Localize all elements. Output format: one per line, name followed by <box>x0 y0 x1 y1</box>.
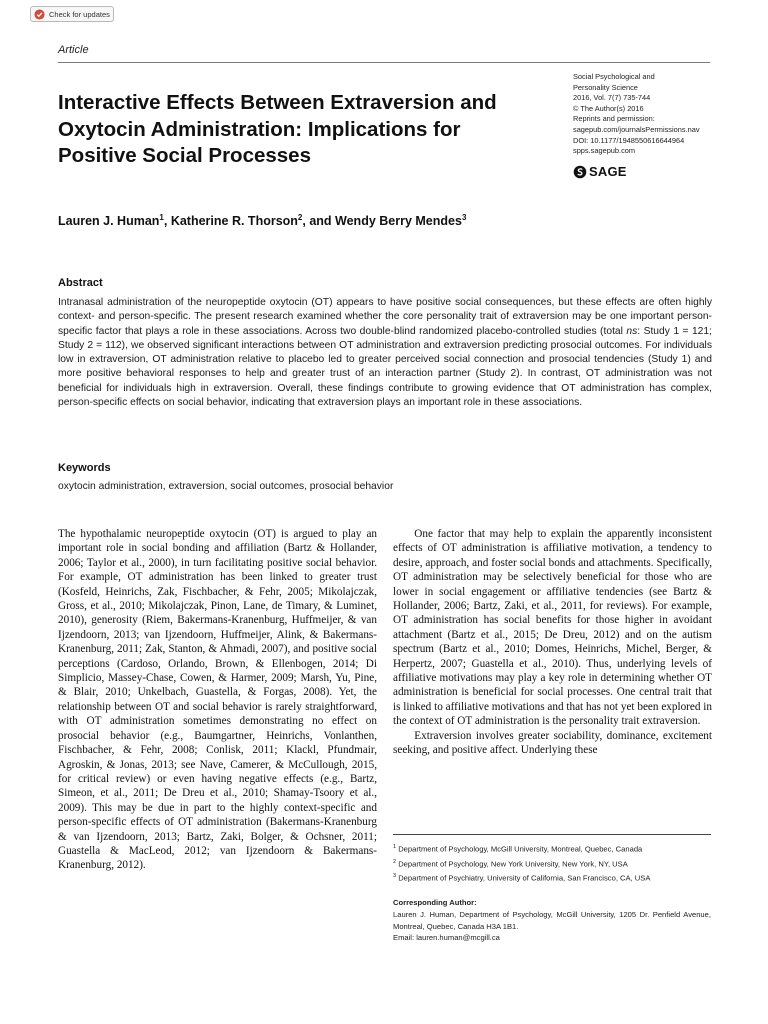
author-name: Katherine R. Thorson <box>170 214 298 229</box>
body-paragraph: Extraversion involves greater sociability, dominance, excitement seeking, and positive affect. Underlying these <box>393 729 712 757</box>
body-column-left <box>58 527 377 873</box>
keywords-list: oxytocin administration, extraversion, social outcomes, prosocial behavior <box>58 481 394 492</box>
journal-info-line: © The Author(s) 2016 <box>573 103 644 113</box>
publisher-logo <box>573 164 627 179</box>
author-separator: , <box>163 214 171 229</box>
corresponding-author-address: Lauren J. Human, Department of Psychology, McGill University, 1205 Dr. Penfield Avenue, Montreal, Quebec, Canada H3A 1B1. <box>393 909 711 931</box>
author-affiliation-marker: 1 <box>159 213 164 222</box>
article-title: Interactive Effects Between Extraversion and Oxytocin Administration: Implications for Positive Social Processes <box>58 91 497 167</box>
affiliation-line: $^3$ Department of Psychiatry, University of California, San Francisco, CA, USA <box>393 873 651 883</box>
abstract-text: Intranasal administration of the neuropeptide oxytocin (OT) appears to have positive social consequences, but these effects are often highly context- and person-specific. The present research examined whether the core personality trait of extraversion may be one important person-specific factor that plays a role in these associations. Across two double-blind randomized placebo-controlled studies (total ns: Study 1 = 121; Study 2 = 112), we observed significant interactions between OT administration and extraversion predicting prosocial outcomes. For individuals low in extraversion, OT administration relative to placebo led to greater perceived social connection and prosocial tendencies (Study 1) and more positive behavioral responses to help and greater trust of an interaction partner (Study 2). In contrast, OT administration was not beneficial for individuals high in extraversion. Overall, these findings contribute to growing evidence that OT administration has complex, person-specific effects on social behavior, indicating that extraversion plays an important role in these associations. <box>58 297 712 409</box>
body-paragraph: One factor that may help to explain the apparently inconsistent effects of OT administration is affiliative motivation, a tendency to desire, approach, and foster social bonds and attachments. Specifically, OT administration may be selectively beneficial for those who are lower in social engagement or affiliative tendencies (see Bartz & Hollander, 2006; Bartz, Zaki, et al., 2011, for reviews). For example, OT administration has social benefits for those higher in avoidant attachment (Bartz et al., 2015; De Dreu, 2012) and on the autism spectrum (Bartz et al., 2010; Domes, Heinrichs, Michel, Berger, & Herpertz, 2007; Guastella et al., 2010). Thus, underlying levels of affiliative motivations may play a key role in determining whether OT administration is beneficial for social processes. One central trait that is linked to affiliative motivations and that has not yet been explored in the context of OT administration is the personality trait extraversion. <box>393 528 712 728</box>
check-for-updates-badge[interactable] <box>30 6 114 22</box>
affiliation-line: $^2$ Department of Psychology, New York University, New York, NY, USA <box>393 858 628 869</box>
author-list <box>58 213 658 228</box>
corresponding-author <box>393 897 711 944</box>
author-name: Lauren J. Human <box>58 214 160 229</box>
body-column-right <box>393 527 712 758</box>
sage-logo-icon <box>573 165 587 179</box>
header-divider <box>58 62 710 63</box>
author-affiliation-marker: 3 <box>461 213 467 222</box>
check-for-updates-label: Check for updates <box>49 9 110 19</box>
journal-info-line: Reprints and permission: <box>573 114 655 124</box>
publisher-logo-text: SAGE <box>589 164 627 179</box>
journal-info-line: Social Psychological and <box>573 72 655 81</box>
journal-info-line: spps.sagepub.com <box>573 146 636 156</box>
journal-info-line: DOI: 10.1177/1948550616644964 <box>573 135 685 145</box>
keywords-heading: Keywords <box>58 462 111 474</box>
article-type-label: Article <box>58 44 89 56</box>
abstract-heading: Abstract <box>58 277 103 289</box>
journal-info-line: Personality Science <box>573 82 638 92</box>
body-paragraph: The hypothalamic neuropeptide oxytocin (OT) is argued to play an important role in social bonding and affiliation (Bartz & Hollander, 2006; Taylor et al., 2000), in turn facilitating positive social behavior. For example, OT administration has been linked to greater trust (Kosfeld, Heinrichs, Zak, Fischbacher, & Fehr, 2005; Mikolajczak, Gross, et al., 2010; Mikolajczak, Pinon, Lane, de Timary, & Luminet, 2010), generosity (Riem, Bakermans-Kranenburg, Huffmeijer, & van Ijzendoorn, 2013; van Ijzendoorn, Huffmeijer, Alink, & Bakermans-Kranenburg, 2011; Zak, Stanton, & Ahmadi, 2007), and positive social perceptions (Cardoso, Orlando, Brown, & Ellenbogen, 2014; Di Simplicio, Massey-Chase, Cowen, & Harmer, 2009; Marsh, Yu, Pine, & Blair, 2010; Unkelbach, Guastella, & Forgas, 2008). Yet, the relationship between OT and social behavior is rarely straightforward, with OT administration sometimes demonstrating no effect on prosocial behavior (e.g., Baumgartner, Heinrichs, Vonlanthen, Fischbacher, & Fehr, 2008; Conlisk, 2011; Klackl, Pfundmair, Agroskin, & Jonas, 2013; see Nave, Camerer, & McCullough, 2015, for critical review) or even having negative effects (e.g., Bartz, Simeon, et al., 2011; De Dreu et al., 2010; Shamay-Tsoory et al., 2009). This may be due in part to the highly context-specific and person-specific effects of OT administration (Bakermans-Kranenburg & van Ijzendoorn, 2013; Bartz, Zaki, Bolger, & Ochsner, 2011; Guastella & MacLeod, 2012; van Ijzendoorn & Bakermans-Kranenburg, 2012). <box>58 528 377 872</box>
corresponding-author-email[interactable]: Email: lauren.human@mcgill.ca <box>393 933 500 943</box>
journal-info-line: 2016, Vol. 7(7) 735-744 <box>573 93 651 103</box>
author-name: Wendy Berry Mendes <box>335 214 462 229</box>
update-icon <box>34 9 45 20</box>
affiliations <box>393 841 713 885</box>
author-separator: , and <box>302 214 336 229</box>
footnote-divider <box>393 834 711 835</box>
affiliation-line: $^1$ Department of Psychology, McGill University, Montreal, Quebec, Canada <box>393 844 643 854</box>
journal-info <box>573 72 723 157</box>
journal-info-line: sagepub.com/journalsPermissions.nav <box>573 124 700 134</box>
corresponding-author-heading: Corresponding Author: <box>393 898 477 907</box>
author-affiliation-marker: 2 <box>297 213 303 222</box>
